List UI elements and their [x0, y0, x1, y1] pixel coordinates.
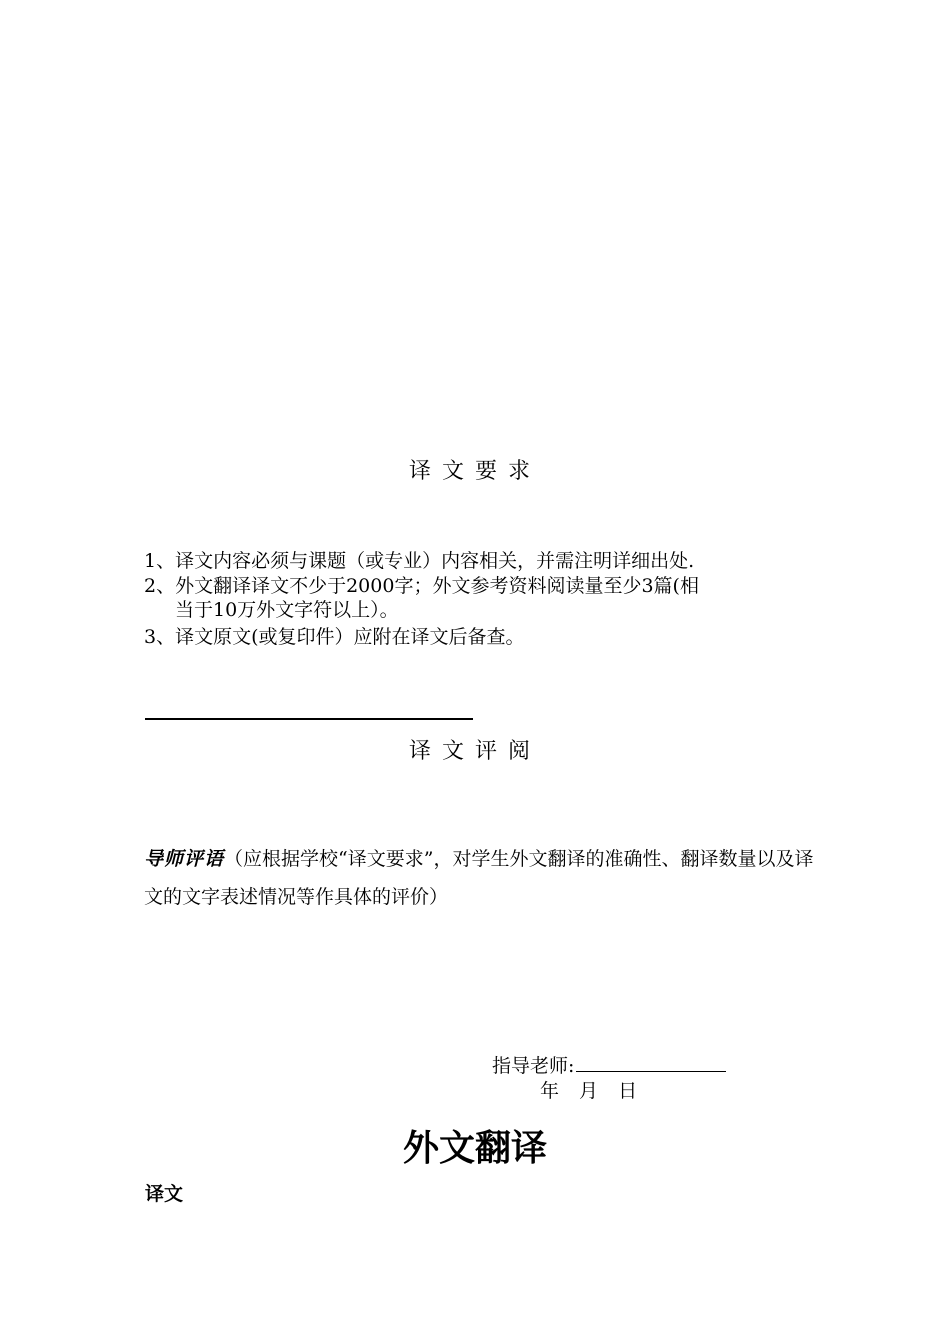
requirement-item-1: 1、译文内容必须与课题（或专业）内容相关，并需注明详细出处.	[144, 550, 695, 572]
translation-section-label: 译文	[145, 1183, 184, 1205]
review-title: 译文评阅	[408, 739, 541, 764]
requirement-item-3: 3、译文原文(或复印件）应附在译文后备查。	[144, 626, 525, 648]
requirements-title: 译文要求	[408, 459, 541, 484]
signature-label: 指导老师:	[492, 1055, 575, 1077]
signature-block	[492, 1052, 726, 1079]
requirement-item-2-line-2: 当于10万外文字符以上）。	[175, 599, 399, 621]
requirement-item-2	[144, 574, 824, 622]
signature-line[interactable]	[576, 1052, 726, 1072]
section-divider	[145, 718, 473, 720]
advisor-comment-lead: 导师评语	[144, 848, 225, 870]
advisor-comment	[144, 840, 824, 916]
date-label: 年 月 日	[540, 1080, 638, 1102]
advisor-comment-text: （应根据学校“译文要求”，对学生外文翻译的准确性、翻译数量以及译文的文字表述情况等作具体的评价）	[144, 848, 814, 908]
translation-title: 外文翻译	[402, 1128, 547, 1169]
requirement-item-2-line-1: 2、外文翻译译文不少于2000字；外文参考资料阅读量至少3篇(相	[144, 575, 699, 597]
